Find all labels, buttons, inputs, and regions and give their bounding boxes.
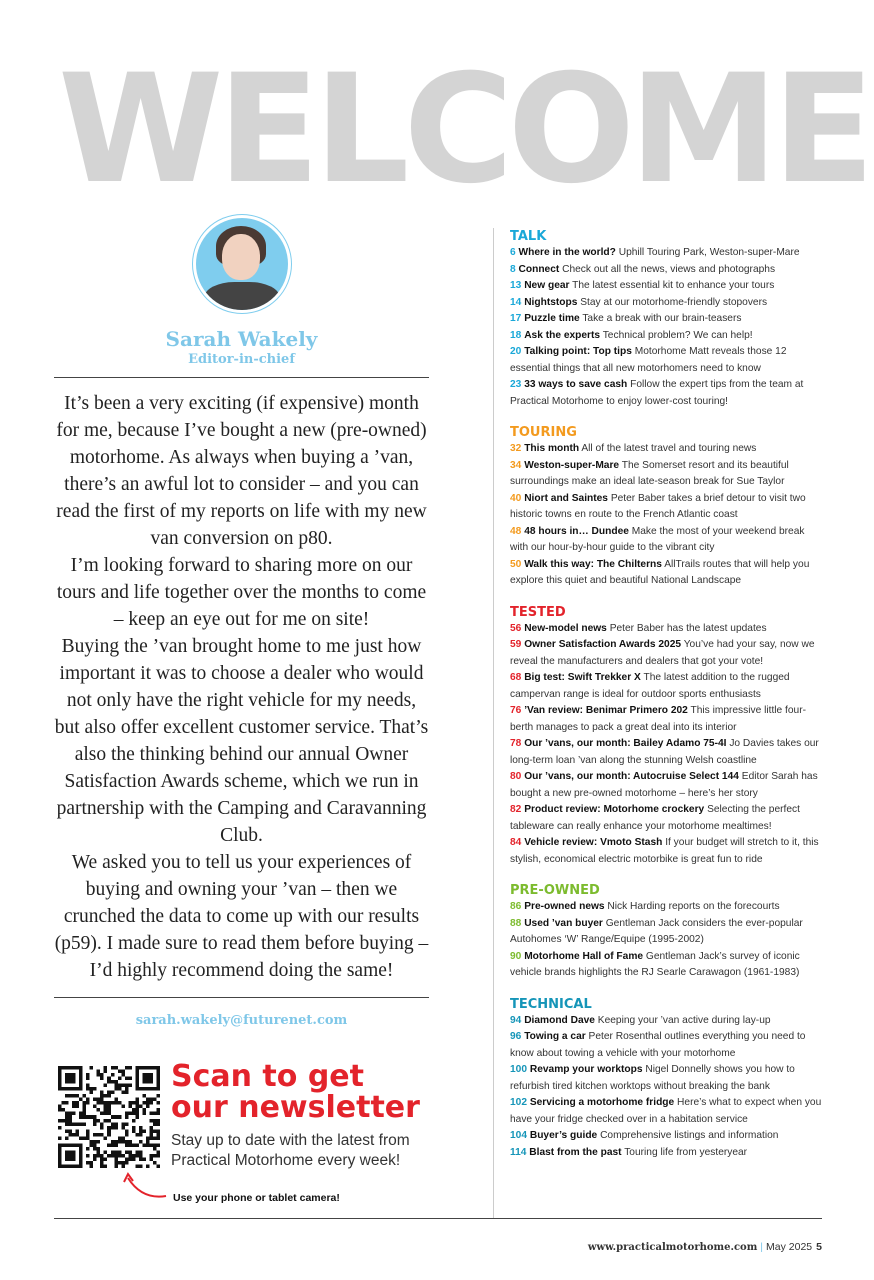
page-ref: 50 <box>510 558 522 570</box>
contents-entry[interactable] <box>510 916 825 949</box>
divider <box>54 997 429 998</box>
contents-entry[interactable] <box>510 1128 825 1145</box>
contents-section <box>510 604 825 869</box>
contents-entry[interactable] <box>510 557 825 590</box>
entry-description: Technical problem? We can help! <box>602 329 753 341</box>
entry-description: The latest addition to the rugged campervan range is ideal for outdoor sports enthusiasts <box>510 672 790 700</box>
section-title: TECHNICAL <box>510 996 592 1012</box>
entry-headline: Motorhome Hall of Fame <box>524 950 644 962</box>
page-ref: 80 <box>510 771 522 782</box>
entry-description: The latest essential kit to enhance your tours <box>572 280 775 291</box>
entry-description: Follow the expert tips from the team at Practical Motorhome to enjoy lower-cost touring! <box>510 379 804 407</box>
contents-entry[interactable] <box>510 1145 825 1162</box>
entry-headline: Owner Satisfaction Awards 2025 <box>524 639 682 650</box>
entry-headline: Product review: Motorhome crockery <box>524 804 705 815</box>
page-ref: 23 <box>510 379 522 390</box>
editor-email-link[interactable]: sarah.wakely@futurenet.com <box>135 1013 348 1028</box>
entry-headline: ’Van review: Benimar Primero 202 <box>524 705 688 716</box>
page-ref: 59 <box>510 639 522 650</box>
letter-paragraph: I’m looking forward to sharing more on our tours and life together over the months to come – keep an eye out for me on site! <box>56 555 427 630</box>
newsletter-title <box>171 1061 441 1123</box>
entry-description: Selecting the perfect tableware can really enhance your motorhome mealtimes! <box>510 804 800 832</box>
footer-url[interactable]: www.practicalmotorhome.com <box>587 1242 758 1253</box>
contents-entry[interactable] <box>510 245 825 262</box>
editor-avatar <box>196 218 288 310</box>
page-ref: 40 <box>510 492 522 504</box>
contents-section <box>510 882 825 982</box>
entry-headline: Nightstops <box>524 296 578 308</box>
entry-description: Gentleman Jack’s survey of iconic vehicle brands highlights the RJ Searle Carawagon (1961-1983) <box>510 950 800 978</box>
contents-entry[interactable] <box>510 736 825 769</box>
page-ref: 88 <box>510 917 522 929</box>
entry-description: Make the most of your weekend break with our hour-by-hour guide to the vibrant city <box>510 525 805 553</box>
entry-description: The Somerset resort and its beautiful surroundings make an ideal late-season break for Sue Taylor <box>510 459 789 487</box>
entry-description: Nick Harding reports on the forecourts <box>607 901 780 912</box>
contents-section <box>510 996 825 1162</box>
contents-section <box>510 228 825 410</box>
entry-headline: Weston-super-Mare <box>524 459 620 471</box>
page-ref: 96 <box>510 1031 522 1042</box>
page-ref: 13 <box>510 280 522 291</box>
entry-description: Jo Davies takes our long-term loan ’van along the stunning Welsh coastline <box>510 738 819 766</box>
entry-headline: Our ’vans, our month: Autocruise Select 144 <box>524 771 739 782</box>
footer-separator: | <box>760 1241 764 1253</box>
entry-headline: This month <box>524 443 580 454</box>
entry-headline: Puzzle time <box>524 313 580 324</box>
entry-description: Check out all the news, views and photographs <box>562 263 776 275</box>
entry-headline: Buyer’s guide <box>529 1130 598 1141</box>
entry-headline: Pre-owned news <box>524 901 605 912</box>
contents-entry[interactable] <box>510 311 825 328</box>
contents-entry[interactable] <box>510 344 825 377</box>
entry-headline: Revamp your worktops <box>529 1064 643 1075</box>
page-footer <box>588 1241 822 1253</box>
page-ref: 8 <box>510 263 516 275</box>
entry-headline: Walk this way: The Chilterns <box>524 558 662 570</box>
contents-entry[interactable] <box>510 1095 825 1128</box>
contents-entry[interactable] <box>510 524 825 557</box>
editor-role: Editor-in-chief <box>188 352 295 367</box>
entry-headline: Used ’van buyer <box>524 917 603 929</box>
entry-description: Peter Rosenthal outlines everything you need to know about towing a vehicle with your motorhome <box>510 1031 806 1059</box>
entry-headline: Towing a car <box>524 1031 586 1042</box>
entry-description: Peter Baber takes a brief detour to visit two historic towns en route to the French Atlantic coast <box>510 492 806 520</box>
page-ref: 18 <box>510 329 522 341</box>
page-ref: 102 <box>510 1097 527 1108</box>
page-ref: 100 <box>510 1064 527 1075</box>
newsletter-subtitle: Stay up to date with the latest from Practical Motorhome every week! <box>171 1132 410 1169</box>
contents-entry[interactable] <box>510 377 825 410</box>
section-title: PRE-OWNED <box>510 883 600 898</box>
entry-description: Gentleman Jack considers the ever-popular Autohomes ‘W’ Range/Equipe (1995-2002) <box>510 917 803 945</box>
section-title: TALK <box>510 229 547 244</box>
contents-entry[interactable] <box>510 1062 825 1095</box>
page-ref: 94 <box>510 1014 522 1026</box>
contents-entry[interactable] <box>510 262 825 279</box>
contents-entry[interactable] <box>510 441 825 458</box>
contents-entry[interactable] <box>510 949 825 982</box>
contents-entry[interactable] <box>510 637 825 670</box>
contents-entry[interactable] <box>510 278 825 295</box>
entry-headline: Niort and Saintes <box>524 492 608 504</box>
entry-description: Editor Sarah has bought a new pre-owned motorhome – here’s her story <box>510 771 818 799</box>
page-ref: 32 <box>510 443 522 454</box>
section-title: TESTED <box>510 604 566 620</box>
contents-entry[interactable] <box>510 899 825 916</box>
entry-headline: Ask the experts <box>524 329 601 341</box>
page-ref: 104 <box>510 1130 527 1141</box>
contents-entry[interactable] <box>510 1029 825 1062</box>
entry-description: Take a break with our brain-teasers <box>582 313 742 324</box>
contents-entry[interactable] <box>510 802 825 835</box>
page-ref: 86 <box>510 901 522 912</box>
curved-arrow-icon <box>122 1172 168 1202</box>
entry-description: AllTrails routes that will help you explore this quiet and beautiful National Landscape <box>510 558 810 586</box>
contents-entry[interactable] <box>510 703 825 736</box>
contents-entry[interactable] <box>510 670 825 703</box>
entry-description: Peter Baber has the latest updates <box>609 622 767 634</box>
divider <box>54 377 429 378</box>
entry-description: Stay at our motorhome-friendly stopovers <box>580 296 768 308</box>
entry-description: Touring life from yesteryear <box>624 1146 748 1158</box>
contents-entry[interactable] <box>510 458 825 491</box>
column-divider <box>493 228 494 1218</box>
contents-entry[interactable] <box>510 835 825 868</box>
page-ref: 76 <box>510 705 522 716</box>
page-ref: 114 <box>510 1146 527 1158</box>
page-ref: 56 <box>510 622 522 634</box>
footer-date: May 2025 <box>766 1241 813 1253</box>
qr-code-icon[interactable] <box>58 1066 160 1168</box>
entry-headline: Connect <box>518 263 560 275</box>
page-number: 5 <box>816 1241 822 1253</box>
entry-description: This impressive little four-berth manages to pack a great deal into its interior <box>510 705 806 733</box>
entry-description: If your budget will stretch to it, this stylish, economical electric motorbike is great fun to ride <box>510 837 819 865</box>
contents-section <box>510 424 825 590</box>
entry-description: Comprehensive listings and information <box>600 1130 779 1141</box>
page-ref: 78 <box>510 738 522 749</box>
contents-entry[interactable] <box>510 621 825 638</box>
contents-entry[interactable] <box>510 1013 825 1030</box>
page-ref: 34 <box>510 459 522 471</box>
letter-paragraph: It’s been a very exciting (if expensive) month for me, because I’ve bought a new (pre-owned) motorhome. As always when buying a ’van, there’s an awful lot to consider – and you can read the first of my reports on life with my new van conversion on p80. <box>56 393 427 549</box>
welcome-heading: WELCOME <box>58 43 869 217</box>
entry-headline: Vehicle review: Vmoto Stash <box>524 837 663 848</box>
entry-headline: 33 ways to save cash <box>524 379 628 390</box>
entry-headline: New-model news <box>524 622 607 634</box>
entry-headline: New gear <box>524 280 570 291</box>
page-ref: 90 <box>510 950 522 962</box>
entry-description: Uphill Touring Park, Weston-super-Mare <box>618 247 800 258</box>
contents-entry[interactable] <box>510 328 825 345</box>
entry-description: Here’s what to expect when you have your fridge checked over in a habitation service <box>510 1097 822 1125</box>
entry-description: Keeping your ’van active during lay-up <box>597 1014 771 1026</box>
entry-description: Motorhome Matt reveals those 12 essential things that all new motorhomers need to know <box>510 346 787 374</box>
entry-headline: Where in the world? <box>518 247 616 258</box>
entry-headline: Big test: Swift Trekker X <box>524 672 641 683</box>
contents-list <box>510 228 825 1175</box>
letter-paragraph: We asked you to tell us your experiences of buying and owning your ’van – then we crunched the data to come up with our results (p59). I made sure to read them before buying – I’d highly recommend doing the same! <box>54 852 429 981</box>
page-ref: 6 <box>510 247 516 258</box>
entry-headline: Diamond Dave <box>524 1014 595 1026</box>
section-title: TOURING <box>510 425 577 440</box>
contents-entry[interactable] <box>510 295 825 312</box>
camera-note: Use your phone or tablet camera! <box>173 1192 340 1204</box>
contents-entry[interactable] <box>510 491 825 524</box>
entry-headline: Servicing a motorhome fridge <box>529 1097 675 1108</box>
entry-description: All of the latest travel and touring news <box>581 443 757 454</box>
entry-description: You’ve had your say, now we reveal the manufacturers and dealers that got your vote! <box>510 639 815 667</box>
editor-letter <box>54 390 429 984</box>
newsletter-title-line: Scan to get <box>171 1059 364 1094</box>
page-ref: 48 <box>510 525 522 537</box>
entry-headline: 48 hours in… Dundee <box>524 525 629 537</box>
footer-divider <box>54 1218 822 1219</box>
entry-headline: Blast from the past <box>529 1146 622 1158</box>
entry-headline: Our ’vans, our month: Bailey Adamo 75-4I <box>524 738 727 749</box>
entry-description: Nigel Donnelly shows you how to refurbish tired kitchen worktops without breaking the bank <box>510 1064 795 1092</box>
entry-headline: Talking point: Top tips <box>524 346 632 357</box>
page-ref: 84 <box>510 837 522 848</box>
newsletter-title-line: our newsletter <box>171 1090 420 1125</box>
page-ref: 14 <box>510 296 522 308</box>
page-ref: 82 <box>510 804 522 815</box>
contents-entry[interactable] <box>510 769 825 802</box>
letter-paragraph: Buying the ’van brought home to me just how important it was to choose a dealer who would not only have the right vehicle for my needs, but also offer excellent customer service. That’s also the thinking behind our annual Owner Satisfaction Awards scheme, which we run in partnership with the Camping and Caravanning Club. <box>54 636 429 846</box>
page-ref: 20 <box>510 346 522 357</box>
page-ref: 68 <box>510 672 522 683</box>
editor-name: Sarah Wakely <box>165 327 318 351</box>
page-ref: 17 <box>510 313 522 324</box>
